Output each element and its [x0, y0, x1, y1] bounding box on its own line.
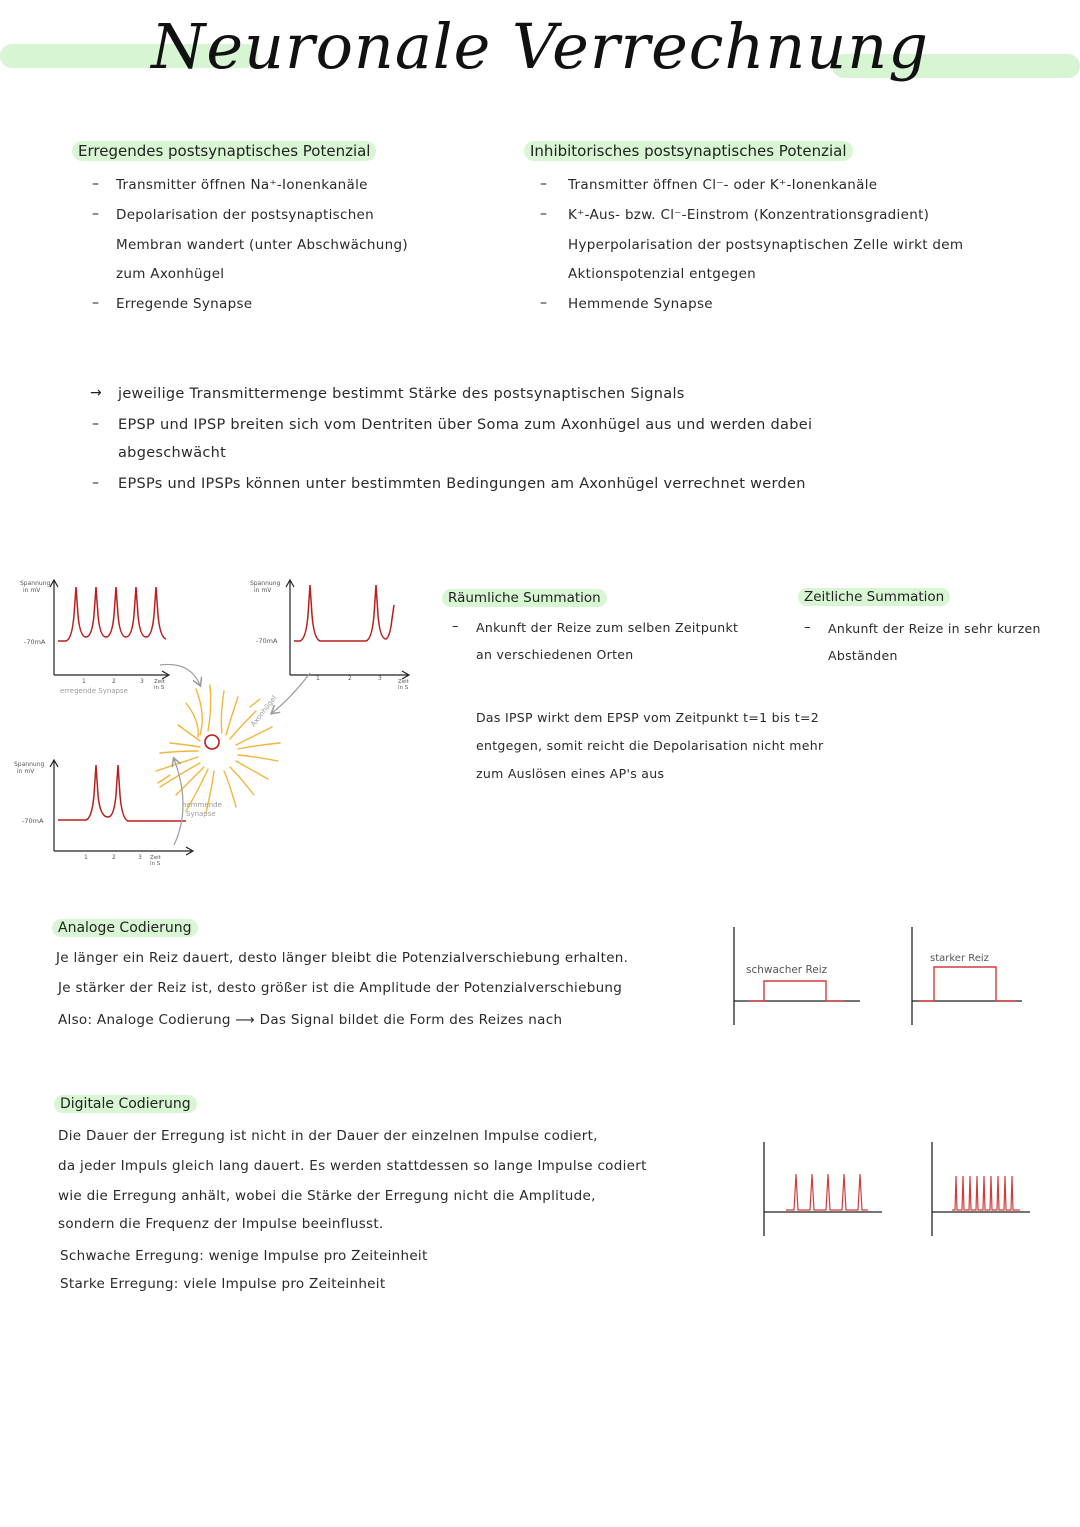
graph3-xlabel-2: in S: [150, 861, 161, 867]
epsp-item-1: Transmitter öffnen Na⁺-Ionenkanäle: [116, 177, 368, 193]
graph1-tick-1: 1: [82, 678, 86, 685]
digital-line-3: wie die Erregung anhält, wobei die Stärke der Erregung nicht die Amplitude,: [58, 1188, 596, 1204]
digital-line-2: da jeder Impuls gleich lang dauert. Es werden stattdessen so lange Impulse codiert: [58, 1158, 647, 1174]
analog-line-1: Je länger ein Reiz dauert, desto länger bleibt die Potenzialverschiebung erhalten.: [56, 950, 629, 966]
digital-strong-signal: [952, 1176, 1020, 1210]
graph2-trace: [294, 585, 394, 641]
graph1-xlabel-1: Zeit: [154, 679, 165, 685]
analog-line-2: Je stärker der Reiz ist, desto größer ist die Amplitude der Potenzialverschiebung: [58, 980, 623, 996]
graph1-rest-label: -70mA: [24, 638, 46, 646]
epsp-heading-text: Erregendes postsynaptisches Potenzial: [72, 141, 376, 161]
temporal-dash: –: [804, 620, 811, 635]
epsp-item-3: Erregende Synapse: [116, 296, 253, 312]
temporal-heading: [798, 589, 950, 605]
epsp-dash-2: –: [92, 206, 99, 222]
analog-arrow-icon: ⟶: [235, 1012, 260, 1028]
analog-strong-label: starker Reiz: [930, 953, 989, 964]
digital-graph-weak: [758, 1140, 888, 1240]
epsp-item-2: Depolarisation der postsynaptischen: [116, 207, 375, 223]
graph3-xlabel-1: Zeit: [150, 855, 161, 861]
analog-strong-signal: [918, 967, 1016, 1001]
graph3-ylabel-2: in mV: [17, 768, 35, 775]
graph1-tick-3: 3: [140, 678, 144, 685]
analog-line-3: [58, 1012, 562, 1028]
summary-item-2b: abgeschwächt: [118, 445, 227, 461]
analog-graph-weak: [728, 925, 868, 1035]
graph2-ylabel-1: Spannung: [250, 580, 281, 587]
graph3-tick-3: 3: [138, 854, 142, 861]
axon-hillock-label: Axonhügel: [249, 694, 279, 729]
ipsp-dash-1: –: [540, 176, 547, 192]
ipsp-item-1: Transmitter öffnen Cl⁻- oder K⁺-Ionenkanäle: [568, 177, 878, 193]
summary-item-2: EPSP und IPSP breiten sich vom Dentriten über Soma zum Axonhügel aus und werden dabei: [118, 417, 813, 433]
explanation-line-2: entgegen, somit reicht die Depolarisation nicht mehr: [476, 738, 824, 753]
graph1-xlabel-2: in S: [154, 685, 165, 691]
digital-line-1: Die Dauer der Erregung ist nicht in der Dauer der einzelnen Impulse codiert,: [58, 1128, 598, 1144]
epsp-item-2b: Membran wandert (unter Abschwächung): [116, 237, 408, 253]
graph3-tick-2: 2: [112, 854, 116, 861]
graph2-rest-label: -70mA: [256, 637, 278, 645]
summary-item-1: jeweilige Transmittermenge bestimmt Stärke des postsynaptischen Signals: [118, 386, 685, 402]
graph-inhibitory: [14, 760, 193, 867]
axon-arrow: [272, 673, 310, 713]
spatial-heading: [442, 590, 607, 606]
inhibitory-synapse-label-1: hemmende: [182, 801, 222, 809]
digital-heading-text: Digitale Codierung: [54, 1095, 197, 1113]
graph1-ylabel-2: in mV: [23, 587, 41, 594]
analog-line-3-suffix: Das Signal bildet die Form des Reizes nach: [259, 1012, 563, 1028]
graph3-ylabel-1: Spannung: [14, 761, 45, 768]
ipsp-item-3: Hemmende Synapse: [568, 296, 713, 312]
ipsp-heading: [524, 142, 853, 160]
epsp-dash-1: –: [92, 176, 99, 192]
page-title: Neuronale Verrechnung: [151, 10, 929, 83]
graph2-tick-1: 1: [316, 675, 320, 682]
summary-arrow: →: [90, 385, 102, 401]
ipsp-item-2b: Hyperpolarisation der postsynaptischen Zelle wirkt dem: [568, 237, 964, 253]
temporal-heading-text: Zeitliche Summation: [798, 588, 950, 606]
excitatory-synapse-label: erregende Synapse: [60, 687, 128, 695]
temporal-line-1: Ankunft der Reize in sehr kurzen: [828, 621, 1041, 636]
inhibitory-synapse-label-2: Synapse: [186, 810, 216, 818]
graph3-trace: [58, 765, 186, 821]
neuron-diagram: [10, 575, 440, 875]
graph3-rest-label: -70mA: [22, 817, 44, 825]
graph2-xlabel-2: in S: [398, 685, 409, 691]
epsp-heading: [72, 142, 376, 160]
digital-graph-strong: [926, 1140, 1036, 1240]
graph2-tick-2: 2: [348, 675, 352, 682]
graph3-tick-1: 1: [84, 854, 88, 861]
graph2-tick-3: 3: [378, 675, 382, 682]
graph1-ylabel-1: Spannung: [20, 580, 51, 587]
explanation-line-3: zum Auslösen eines AP's aus: [476, 766, 665, 781]
ipsp-item-2c: Aktionspotenzial entgegen: [568, 266, 757, 282]
summary-dash-2: –: [92, 416, 99, 432]
neuron-cell: [156, 685, 280, 813]
graph2-xlabel-1: Zeit: [398, 679, 409, 685]
spatial-line-2: an verschiedenen Orten: [476, 647, 634, 662]
ipsp-dash-2: –: [540, 206, 547, 222]
summary-dash-3: –: [92, 475, 99, 491]
graph1-trace: [58, 587, 166, 641]
analog-weak-label: schwacher Reiz: [746, 964, 828, 976]
temporal-line-2: Abständen: [828, 648, 898, 663]
epsp-dash-3: –: [92, 295, 99, 311]
ipsp-dash-3: –: [540, 295, 547, 311]
graph-excitatory: [20, 580, 169, 695]
summary-item-3: EPSPs und IPSPs können unter bestimmten Bedingungen am Axonhügel verrechnet werden: [118, 476, 806, 492]
explanation-line-1: Das IPSP wirkt dem EPSP vom Zeitpunkt t=1 bis t=2: [476, 710, 819, 725]
digital-strong: Starke Erregung: viele Impulse pro Zeiteinheit: [60, 1276, 386, 1292]
analog-weak-signal: [748, 981, 844, 1001]
digital-heading: [54, 1096, 197, 1112]
graph-axon-hillock: [250, 580, 410, 691]
graph2-ylabel-2: in mV: [254, 587, 272, 594]
digital-weak-signal: [786, 1174, 868, 1210]
digital-weak: Schwache Erregung: wenige Impulse pro Zeiteinheit: [60, 1248, 428, 1264]
soma-nucleus: [205, 735, 219, 749]
analog-heading: [52, 920, 198, 936]
analog-graph-strong: [906, 925, 1036, 1035]
analog-heading-text: Analoge Codierung: [52, 919, 198, 937]
spatial-heading-text: Räumliche Summation: [442, 589, 607, 607]
spatial-line-1: Ankunft der Reize zum selben Zeitpunkt: [476, 620, 739, 635]
epsp-item-2c: zum Axonhügel: [116, 266, 225, 282]
ipsp-heading-text: Inhibitorisches postsynaptisches Potenzial: [524, 141, 853, 161]
analog-line-3-prefix: Also: Analoge Codierung: [58, 1012, 231, 1028]
spatial-dash: –: [452, 619, 459, 634]
graph1-tick-2: 2: [112, 678, 116, 685]
digital-line-4: sondern die Frequenz der Impulse beeinflusst.: [58, 1216, 384, 1232]
ipsp-item-2: K⁺-Aus- bzw. Cl⁻-Einstrom (Konzentrationsgradient): [568, 207, 930, 223]
